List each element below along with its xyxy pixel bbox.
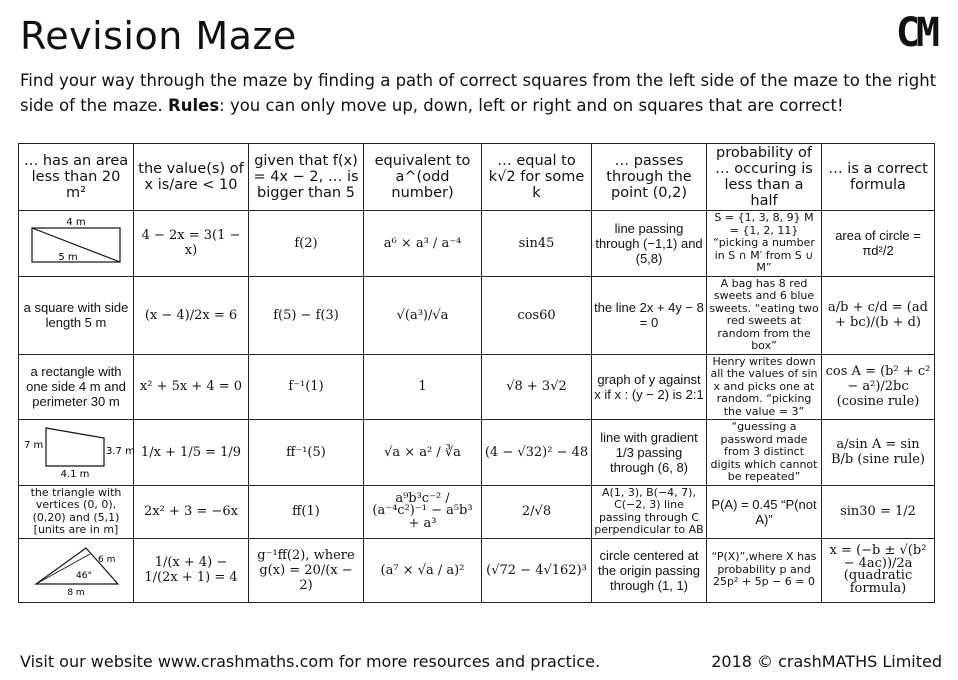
triangle-diagram <box>26 540 126 596</box>
maze-square[interactable]: 1 <box>364 354 482 420</box>
maze-square[interactable]: (a⁷ × √a / a)² <box>364 538 482 602</box>
maze-square[interactable]: cos A = (b² + c² − a²)/2bc (cosine rule) <box>822 354 935 420</box>
intro-text-2: : you can only move up, down, left or right and on squares that are correct! <box>219 96 844 115</box>
maze-square[interactable]: f(2) <box>249 211 364 277</box>
header-value-x: the value(s) of x is/are < 10 <box>134 144 249 211</box>
maze-square[interactable] <box>19 420 134 486</box>
maze-square[interactable]: the triangle with vertices (0, 0), (0,20) and (5,1) [units are in m] <box>19 485 134 538</box>
maze-square[interactable] <box>19 538 134 602</box>
header-probability: probability of … occuring is less than a half <box>707 144 822 211</box>
page-title: Revision Maze <box>20 14 297 58</box>
rectangle-diagram <box>26 215 126 267</box>
trap-left-label: 7 m <box>24 439 44 451</box>
maze-square[interactable]: (x − 4)/2x = 6 <box>134 276 249 354</box>
tri-angle-label: 46° <box>76 570 92 581</box>
maze-square[interactable]: x² + 5x + 4 = 0 <box>134 354 249 420</box>
maze-square[interactable]: 2x² + 3 = −6x <box>134 485 249 538</box>
maze-square[interactable]: 4 − 2x = 3(1 − x) <box>134 211 249 277</box>
maze-square[interactable]: a square with side length 5 m <box>19 276 134 354</box>
header-row <box>19 144 935 211</box>
rules-label: Rules <box>168 96 220 115</box>
maze-square[interactable]: a rectangle with one side 4 m and perimeter 30 m <box>19 354 134 420</box>
instructions <box>20 68 940 118</box>
maze-square[interactable]: (4 − √32)² − 48 <box>482 420 592 486</box>
maze-square[interactable]: the line 2x + 4y − 8 = 0 <box>592 276 707 354</box>
rect-diag-label: 5 m <box>58 251 78 263</box>
maze-square[interactable]: a/sin A = sin B/b (sine rule) <box>822 420 935 486</box>
maze-square[interactable]: “P(X)”,where X has probability p and 25p² + 5p − 6 = 0 <box>707 538 822 602</box>
footer-website: Visit our website www.crashmaths.com for more resources and practice. <box>20 652 601 671</box>
tri-base-label: 8 m <box>67 587 85 598</box>
maze-square[interactable]: 1/x + 1/5 = 1/9 <box>134 420 249 486</box>
maze-square[interactable]: sin30 = 1/2 <box>822 485 935 538</box>
maze-square[interactable]: 2/√8 <box>482 485 592 538</box>
maze-square[interactable]: “guessing a password made from 3 distinct digits which cannot be repeated” <box>707 420 822 486</box>
maze-square[interactable] <box>19 211 134 277</box>
trap-bottom-label: 4.1 m <box>60 468 90 480</box>
maze-square[interactable]: g⁻¹ff(2), where g(x) = 20/(x − 2) <box>249 538 364 602</box>
maze-square[interactable]: graph of y against x if x : (y − 2) is 2:1 <box>592 354 707 420</box>
maze-square[interactable]: sin45 <box>482 211 592 277</box>
maze-square[interactable]: (√72 − 4√162)³ <box>482 538 592 602</box>
maze-square[interactable]: a⁹b³c⁻² / (a⁻⁴c²)⁻¹ − a⁵b³ + a³ <box>364 485 482 538</box>
table-row <box>19 211 935 277</box>
header-given-fx: given that f(x) = 4x − 2, … is bigger than 5 <box>249 144 364 211</box>
maze-square[interactable]: Henry writes down all the values of sin x and picks one at random. “picking the value = 3” <box>707 354 822 420</box>
table-row <box>19 538 935 602</box>
maze-square[interactable]: ff⁻¹(5) <box>249 420 364 486</box>
header-k-root2: … equal to k√2 for some k <box>482 144 592 211</box>
maze-square[interactable]: area of circle = πd²/2 <box>822 211 935 277</box>
maze-square[interactable]: 1/(x + 4) − 1/(2x + 1) = 4 <box>134 538 249 602</box>
table-row <box>19 485 935 538</box>
maze-square[interactable]: A(1, 3), B(−4, 7), C(−2, 3) line passing through C perpendicular to AB <box>592 485 707 538</box>
maze-square[interactable]: ff(1) <box>249 485 364 538</box>
table-row <box>19 420 935 486</box>
rect-top-label: 4 m <box>66 216 86 228</box>
maze-square[interactable]: √8 + 3√2 <box>482 354 592 420</box>
maze-square[interactable]: a/b + c/d = (ad + bc)/(b + d) <box>822 276 935 354</box>
header-equivalent: equivalent to a^(odd number) <box>364 144 482 211</box>
header-formula: … is a correct formula <box>822 144 935 211</box>
maze-square[interactable]: line with gradient 1/3 passing through (6, 8) <box>592 420 707 486</box>
footer-copyright: 2018 © crashMATHS Limited <box>711 652 942 671</box>
maze-square[interactable]: line passing through (−1,1) and (5,8) <box>592 211 707 277</box>
tri-side-label: 6 m <box>98 554 116 565</box>
intro-text-1: Find your way through the maze by finding a path of correct squares from the left side of the maze to the right side of the maze. <box>20 71 937 115</box>
maze-square[interactable]: f(5) − f(3) <box>249 276 364 354</box>
maze-square[interactable]: √a × a² / ∛a <box>364 420 482 486</box>
table-row <box>19 354 935 420</box>
maze-square[interactable]: √(a³)/√a <box>364 276 482 354</box>
maze-square[interactable]: S = {1, 3, 8, 9} M = {1, 2, 11} “picking a number in S ∩ M′ from S ∪ M” <box>707 211 822 277</box>
trap-right-label: 3.7 m <box>106 445 135 457</box>
maze-square[interactable]: P(A) = 0.45 “P(not A)” <box>707 485 822 538</box>
maze-square[interactable]: a⁶ × a³ / a⁻⁴ <box>364 211 482 277</box>
maze-square[interactable]: cos60 <box>482 276 592 354</box>
header-area: … has an area less than 20 m² <box>19 144 134 211</box>
header-passes-through: … passes through the point (0,2) <box>592 144 707 211</box>
trapezium-diagram <box>22 422 135 480</box>
crashmaths-logo: CM <box>895 10 936 56</box>
table-row <box>19 276 935 354</box>
maze-square[interactable]: circle centered at the origin passing through (1, 1) <box>592 538 707 602</box>
maze-table <box>18 143 935 603</box>
maze-square[interactable]: f⁻¹(1) <box>249 354 364 420</box>
maze-square[interactable]: A bag has 8 red sweets and 6 blue sweets. “eating two red sweets at random from the box” <box>707 276 822 354</box>
maze-square[interactable]: x = (−b ± √(b² − 4ac))/2a (quadratic formula) <box>822 538 935 602</box>
